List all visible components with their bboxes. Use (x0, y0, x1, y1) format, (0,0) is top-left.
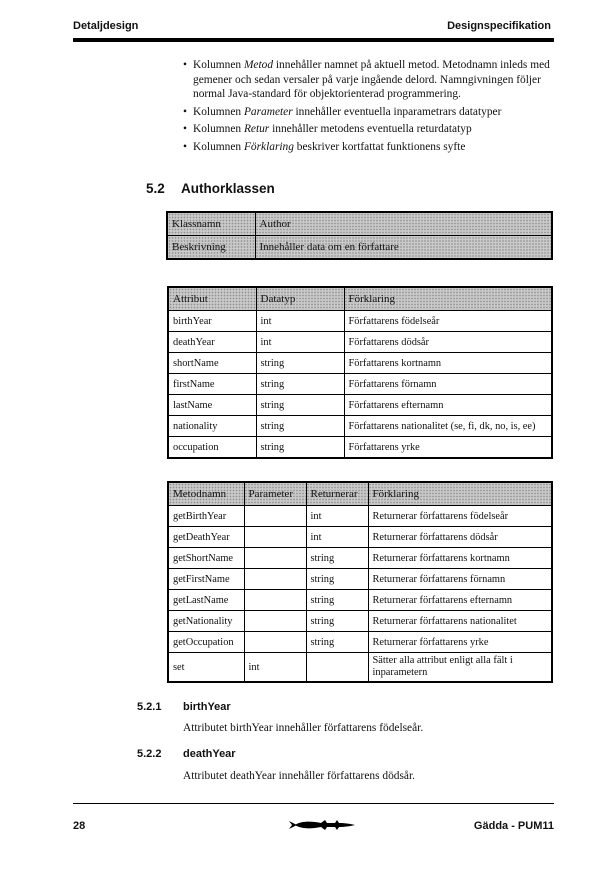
bullet-forklaring: • Kolumnen Förklaring beskriver kortfattat funktionens syfte (183, 140, 568, 155)
bullet-parameter: • Kolumnen Parameter innehåller eventuella inparametrars datatyper (183, 105, 568, 120)
attribute-table (167, 286, 553, 459)
table-row (167, 212, 552, 236)
page-number: 28 (73, 820, 86, 832)
table-cell: string (256, 353, 344, 374)
table-cell: lastName (168, 395, 256, 416)
column-header: Förklaring (368, 482, 552, 506)
column-header: Datatyp (256, 287, 344, 311)
table-cell: set (168, 653, 244, 683)
table-cell: int (256, 332, 344, 353)
table-cell: Innehåller data om en författare (255, 236, 552, 260)
table-cell: shortName (168, 353, 256, 374)
table-row (168, 416, 552, 437)
table-cell: Returnerar författarens kortnamn (368, 548, 552, 569)
table-cell: Returnerar författarens dödsår (368, 527, 552, 548)
table-cell: Författarens kortnamn (344, 353, 552, 374)
pike-fish-logo (287, 817, 357, 833)
footer-title: Gädda - PUM11 (473, 820, 554, 832)
table-cell: string (256, 395, 344, 416)
table-cell: Returnerar författarens yrke (368, 632, 552, 653)
class-info-table (166, 211, 553, 260)
subsection-title: deathYear (183, 748, 236, 760)
header-right-title: Designspecifikation (447, 20, 551, 32)
table-cell: getFirstName (168, 569, 244, 590)
table-cell (244, 569, 306, 590)
header-rule (73, 38, 554, 42)
table-row (168, 653, 552, 683)
table-cell: Författarens efternamn (344, 395, 552, 416)
table-header-row (168, 482, 552, 506)
table-cell: occupation (168, 437, 256, 459)
page-header (73, 20, 551, 40)
table-cell: getShortName (168, 548, 244, 569)
table-cell: nationality (168, 416, 256, 437)
column-header: Förklaring (344, 287, 552, 311)
section-title: Authorklassen (181, 181, 275, 196)
table-row (168, 632, 552, 653)
table-cell: Författarens förnamn (344, 374, 552, 395)
table-row (168, 395, 552, 416)
subsection-number: 5.2.1 (137, 701, 162, 713)
table-cell: getNationality (168, 611, 244, 632)
table-cell: Författarens dödsår (344, 332, 552, 353)
bullet-retur: • Kolumnen Retur innehåller metodens eventuella returdatatyp (183, 122, 568, 137)
table-cell: birthYear (168, 311, 256, 332)
table-cell: int (306, 506, 368, 527)
table-cell: deathYear (168, 332, 256, 353)
footer-rule (73, 803, 554, 804)
bullet-metod: • Kolumnen Metod innehåller namnet på aktuell metod. Metodnamn inleds med gemener och sedan versaler på varje ingående delord. Namngivningen följer normal Java-standard för objektorienterad programmering. (183, 58, 568, 102)
table-cell: getDeathYear (168, 527, 244, 548)
subsection-text: Attributet deathYear innehåller författarens dödsår. (183, 770, 415, 782)
column-header: Metodnamn (168, 482, 244, 506)
table-cell: Returnerar författarens födelseår (368, 506, 552, 527)
table-cell: getLastName (168, 590, 244, 611)
table-cell: string (256, 437, 344, 459)
bullet-term: Förklaring (243, 140, 294, 153)
table-cell: Författarens födelseår (344, 311, 552, 332)
method-table (167, 481, 553, 683)
table-cell: Returnerar författarens nationalitet (368, 611, 552, 632)
table-cell: string (306, 548, 368, 569)
table-row (168, 332, 552, 353)
table-cell: Författarens nationalitet (se, fi, dk, no, is, ee) (344, 416, 552, 437)
table-row (168, 611, 552, 632)
subsection-number: 5.2.2 (137, 748, 162, 760)
table-cell: string (306, 569, 368, 590)
table-cell: Returnerar författarens efternamn (368, 590, 552, 611)
table-cell: Beskrivning (167, 236, 255, 260)
table-row (168, 506, 552, 527)
header-left-title: Detaljdesign (73, 20, 139, 32)
subsection-text: Attributet birthYear innehåller författarens födelseår. (183, 722, 424, 734)
table-cell: Sätter alla attribut enligt alla fält i inparametern (368, 653, 552, 683)
column-header: Parameter (244, 482, 306, 506)
table-row (168, 311, 552, 332)
section-number: 5.2 (146, 181, 165, 196)
table-row (167, 236, 552, 260)
table-cell: firstName (168, 374, 256, 395)
table-row (168, 374, 552, 395)
table-cell (244, 506, 306, 527)
table-cell: string (256, 374, 344, 395)
table-cell: int (256, 311, 344, 332)
subsection-title: birthYear (183, 701, 231, 713)
bullet-term: Retur (243, 123, 270, 135)
table-cell: getBirthYear (168, 506, 244, 527)
table-cell (244, 611, 306, 632)
column-description-list (183, 58, 568, 157)
table-row (168, 437, 552, 459)
column-header: Attribut (168, 287, 256, 311)
table-header-row (168, 287, 552, 311)
table-cell (244, 632, 306, 653)
table-cell: Författarens yrke (344, 437, 552, 459)
table-row (168, 569, 552, 590)
table-cell: string (256, 416, 344, 437)
column-header: Returnerar (306, 482, 368, 506)
table-row (168, 548, 552, 569)
table-cell (244, 590, 306, 611)
table-cell (244, 527, 306, 548)
table-cell: Author (255, 212, 552, 236)
table-cell: string (306, 632, 368, 653)
table-cell: string (306, 611, 368, 632)
table-cell: string (306, 590, 368, 611)
table-row (168, 590, 552, 611)
table-cell: int (306, 527, 368, 548)
table-cell: int (244, 653, 306, 683)
table-cell (306, 653, 368, 683)
table-cell: Returnerar författarens förnamn (368, 569, 552, 590)
table-cell: getOccupation (168, 632, 244, 653)
table-row (168, 353, 552, 374)
table-cell (244, 548, 306, 569)
bullet-term: Parameter (243, 105, 293, 118)
bullet-term: Metod (243, 59, 274, 71)
table-row (168, 527, 552, 548)
table-cell: Klassnamn (167, 212, 255, 236)
